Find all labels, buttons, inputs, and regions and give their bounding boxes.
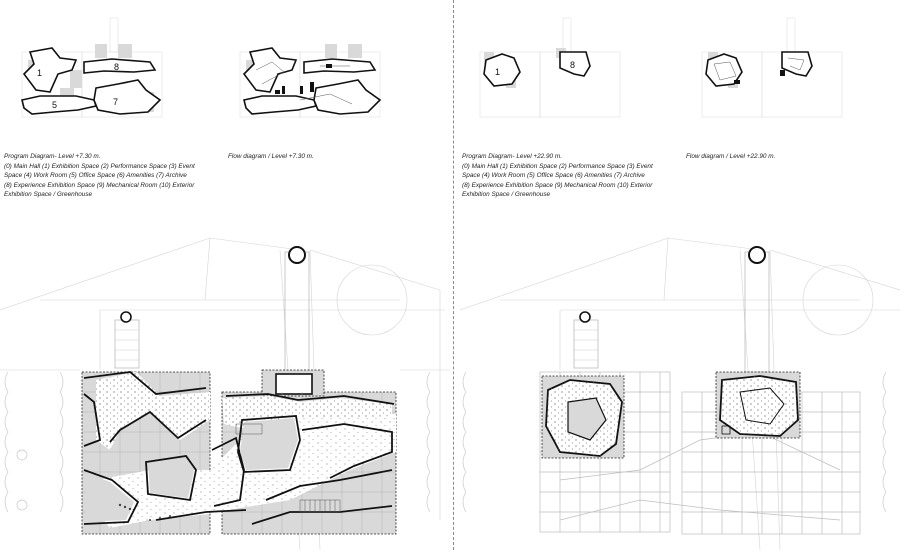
- right-floor-plan: [460, 238, 900, 550]
- left-program-caption: [4, 152, 195, 200]
- zone-5-shape: [22, 96, 96, 114]
- right-program-title: Program Diagram- Level +22.90 m.: [462, 153, 562, 160]
- tower-marker-small: [121, 312, 131, 322]
- left-program-legend-line-3: (8) Experience Exhibition Space (9) Mechanical Room (10) Exterior: [4, 181, 195, 189]
- right-flow-caption: Flow diagram / Level +22.90 m.: [686, 153, 776, 160]
- zone-1-upper-shape: [484, 54, 520, 86]
- zone-8-shape: [84, 59, 155, 73]
- tower-marker-large-upper: [749, 247, 765, 263]
- right-program-legend-line-4: Exhibition Space / Greenhouse: [462, 191, 551, 199]
- trees-right: [463, 372, 886, 512]
- zone-label-1-upper: 1: [495, 67, 501, 77]
- zone-7-shape: [94, 80, 160, 114]
- left-program-legend-line-4: Exhibition Space / Greenhouse: [4, 191, 93, 199]
- right-program-legend-line-2: Space (4) Work Room (5) Office Space (6) Amenities (7) Archive: [462, 172, 645, 180]
- right-flow-diagram: [702, 18, 842, 117]
- right-program-legend-line-3: (8) Experience Exhibition Space (9) Mechanical Room (10) Exterior: [462, 181, 653, 189]
- left-program-legend-line-1: (0) Main Hall (1) Exhibition Space (2) Performance Space (3) Event: [4, 162, 195, 170]
- zone-label-7: 7: [113, 97, 119, 107]
- left-flow-diagram: [240, 44, 380, 117]
- right-program-caption: [462, 152, 653, 200]
- zone-label-8: 8: [114, 62, 120, 72]
- tower-marker-large: [289, 247, 305, 263]
- tower-marker-small-upper: [580, 312, 590, 322]
- zone-label-1: 1: [37, 68, 43, 78]
- sheet-divider: [453, 0, 454, 550]
- left-flow-caption: Flow diagram / Level +7.30 m.: [228, 153, 314, 160]
- left-floor-plan: [0, 238, 450, 550]
- zone-label-5: 5: [52, 100, 58, 110]
- zone-label-8-upper: 8: [570, 60, 576, 70]
- right-program-diagram: [480, 18, 620, 117]
- left-program-diagram: [22, 18, 162, 117]
- left-program-legend-line-2: Space (4) Work Room (5) Office Space (6) Amenities (7) Archive: [4, 172, 187, 180]
- zone-1-shape: [24, 48, 76, 92]
- right-program-legend-line-1: (0) Main Hall (1) Exhibition Space (2) Performance Space (3) Event: [462, 162, 653, 170]
- left-program-title: Program Diagram- Level +7.30 m.: [4, 153, 101, 160]
